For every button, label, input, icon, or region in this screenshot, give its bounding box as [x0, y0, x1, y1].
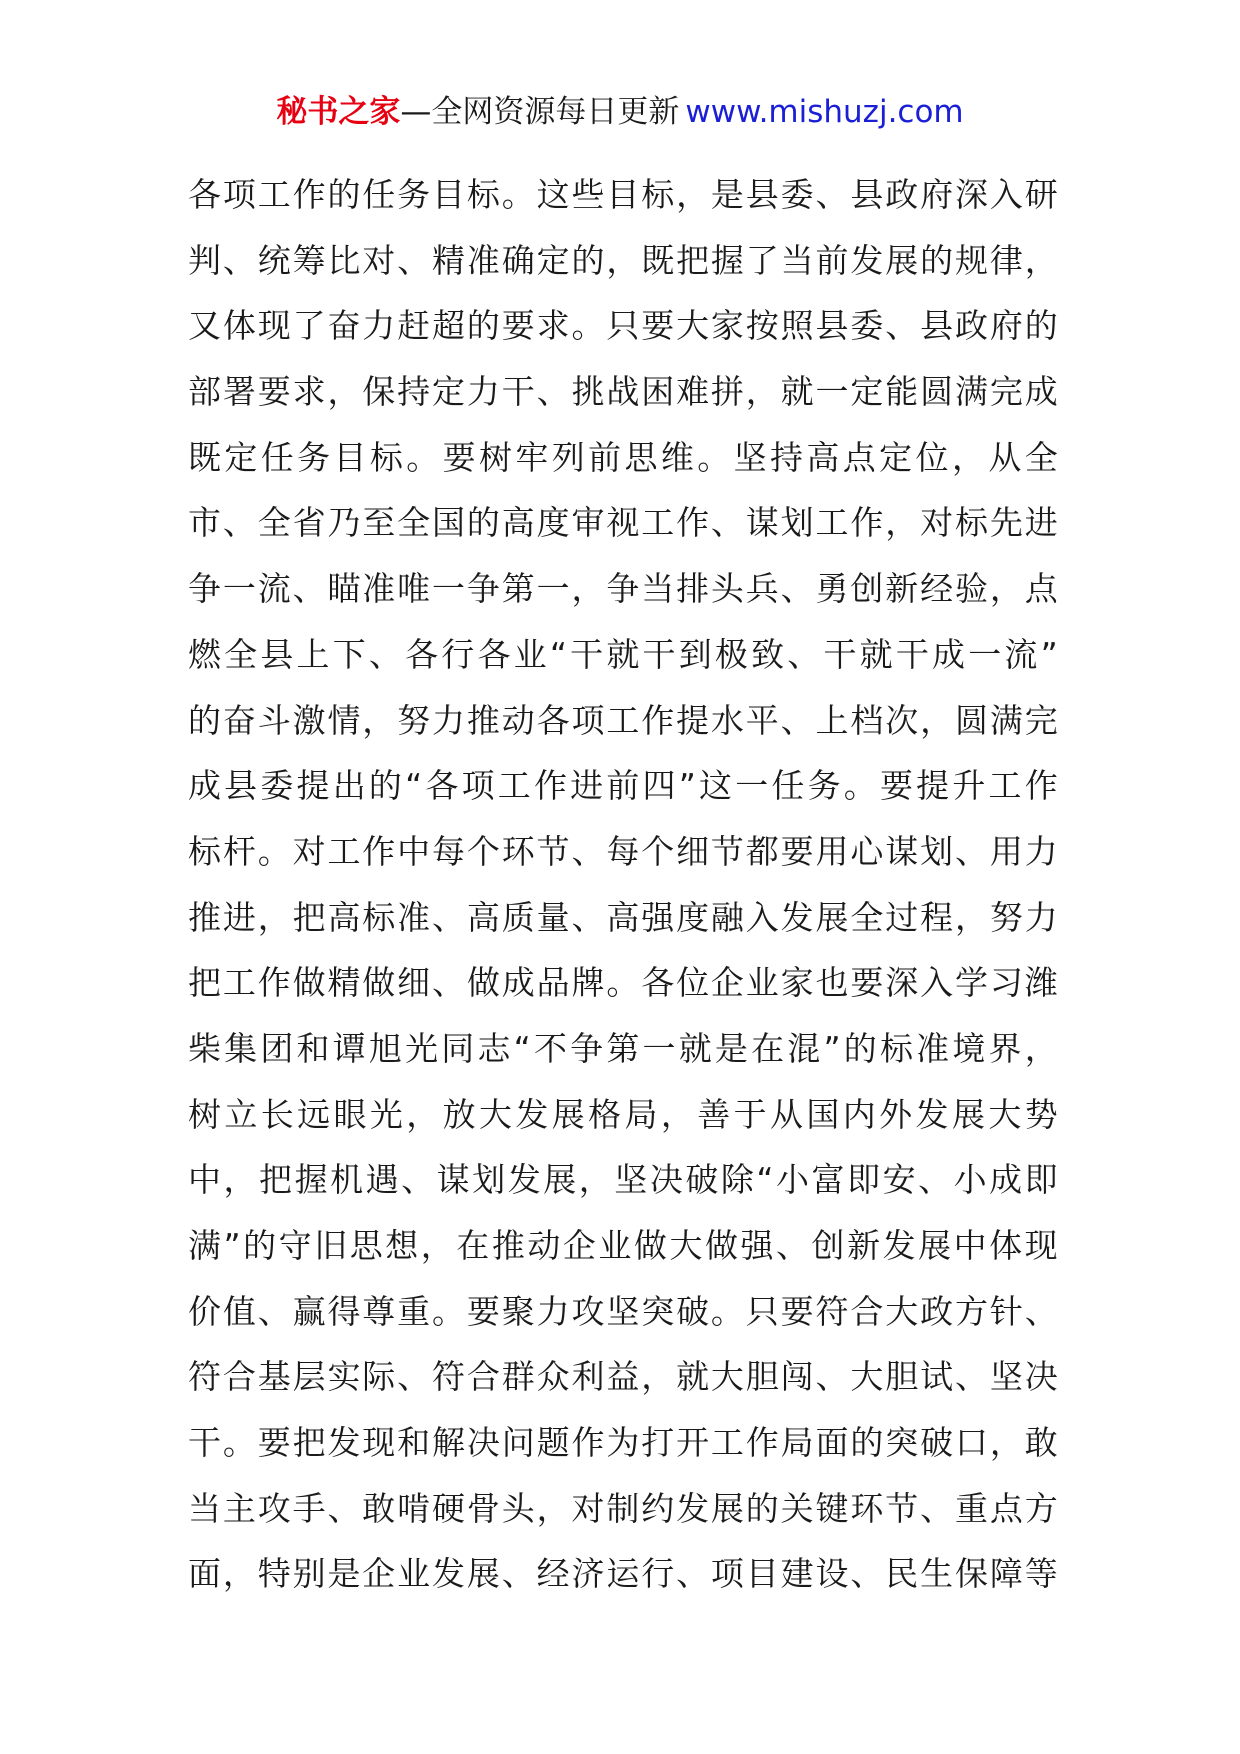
header-tagline: —全网资源每日更新	[400, 94, 680, 130]
body-line: 树立长远眼光，放大发展格局，善于从国内外发展大势	[188, 1094, 1058, 1134]
page-header	[0, 92, 1240, 132]
body-line: 推进，把高标准、高质量、高强度融入发展全过程，努力	[188, 897, 1058, 937]
body-line: 把工作做精做细、做成品牌。各位企业家也要深入学习潍	[188, 963, 1058, 1003]
body-line: 的奋斗激情，努力推动各项工作提水平、上档次，圆满完	[188, 700, 1058, 740]
body-line: 柴集团和谭旭光同志“不争第一就是在混”的标准境界，	[188, 1028, 1058, 1068]
body-line: 干。要把发现和解决问题作为打开工作局面的突破口，敢	[188, 1423, 1058, 1463]
body-line: 价值、赢得尊重。要聚力攻坚突破。只要符合大政方针、	[188, 1291, 1058, 1331]
body-line: 面，特别是企业发展、经济运行、项目建设、民生保障等	[188, 1554, 1058, 1594]
body-line: 判、统筹比对、精准确定的，既把握了当前发展的规律，	[188, 240, 1058, 280]
brand-name: 秘书之家	[276, 94, 401, 130]
site-url-link[interactable]: www.mishuzj.com	[685, 94, 964, 130]
body-line: 标杆。对工作中每个环节、每个细节都要用心谋划、用力	[188, 831, 1058, 871]
document-body	[188, 162, 1058, 1607]
body-line: 成县委提出的“各项工作进前四”这一任务。要提升工作	[188, 766, 1058, 806]
body-line: 燃全县上下、各行各业“干就干到极致、干就干成一流”	[188, 634, 1058, 674]
body-line: 符合基层实际、符合群众利益，就大胆闯、大胆试、坚决	[188, 1357, 1058, 1397]
body-line: 部署要求，保持定力干、挑战困难拼，就一定能圆满完成	[188, 372, 1058, 412]
body-line: 当主攻手、敢啃硬骨头，对制约发展的关键环节、重点方	[188, 1488, 1058, 1528]
body-line: 争一流、瞄准唯一争第一，争当排头兵、勇创新经验，点	[188, 569, 1058, 609]
body-line: 各项工作的任务目标。这些目标，是县委、县政府深入研	[188, 175, 1058, 214]
body-line: 既定任务目标。要树牢列前思维。坚持高点定位，从全	[188, 437, 1058, 477]
body-line: 又体现了奋力赶超的要求。只要大家按照县委、县政府的	[188, 306, 1058, 346]
body-line: 满”的守旧思想，在推动企业做大做强、创新发展中体现	[188, 1226, 1058, 1265]
body-line: 中，把握机遇、谋划发展，坚决破除“小富即安、小成即	[188, 1160, 1058, 1200]
body-line: 市、全省乃至全国的高度审视工作、谋划工作，对标先进	[188, 503, 1058, 543]
